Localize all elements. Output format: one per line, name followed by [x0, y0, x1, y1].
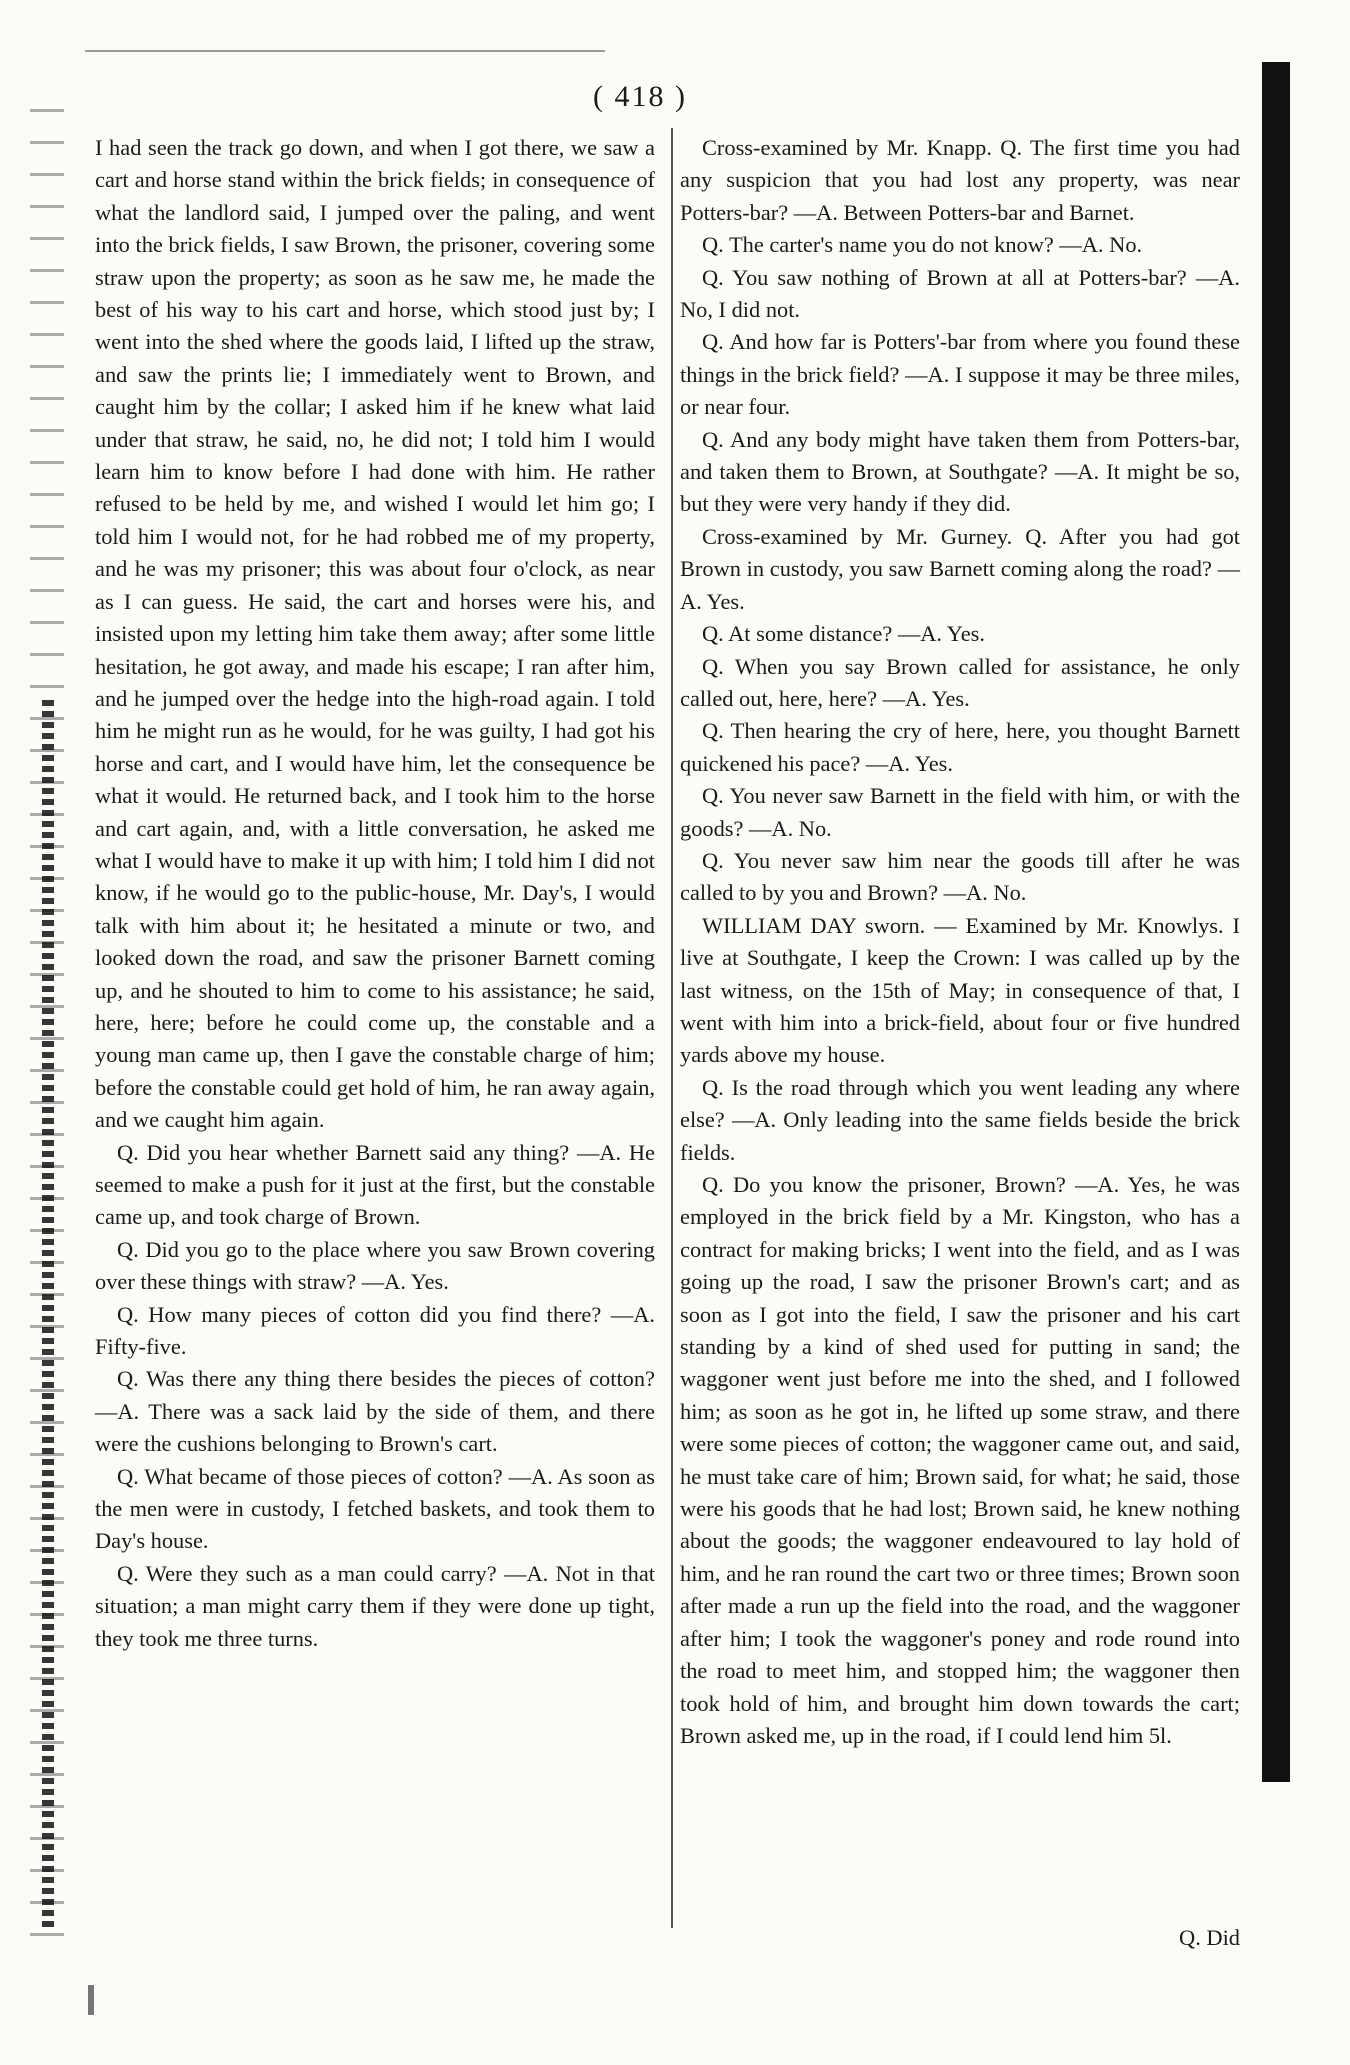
margin-mark	[88, 1985, 94, 2015]
page-number: ( 418 )	[593, 80, 687, 113]
paragraph: I had seen the track go down, and when I got there, we saw a cart and horse stand within the brick fields; in consequence of what the landlord said, I jumped over the paling, and went into the brick fields, I saw Brown, the prisoner, covering some straw upon the property; as soon as he saw me, he made the best of his way to his cart and horse, which stood just by; I went into the shed where the goods laid, I lifted up the straw, and saw the prints lie; I immediately went to Brown, and caught him by the collar; I asked him if he knew what laid under that straw, he said, no, he did not; I told him I would learn him to know before I had done with him. He rather refused to be held by me, and wished I would let him go; I told him I would not, for he had robbed me of my property, and he was my prisoner; this was about four o'clock, as near as I can guess. He said, the cart and horses were his, and insisted upon my letting him take them away; after some little hesitation, he got away, and made his escape; I ran after him, and he jumped over the hedge into the high-road again. I told him he might run as he would, for he was guilty, I had got his horse and cart, and I would have him, let the consequence be what it would. He returned back, and I took him to the horse and cart again, and, with a little conversation, he asked me what I would have to make it up with him; I told him I did not know, if he would go to the public-house, Mr. Day's, I would talk with him about it; he hesitated a minute or two, and looked down the road, and saw the prisoner Barnett coming up, and he shouted to him to come to his assistance; he said, here, here; before he could come up, the constable and a young man came up, then I gave the constable charge of him; before the constable could get hold of him, he ran away again, and we caught him again.	[95, 135, 655, 1133]
right-column	[680, 132, 1240, 1752]
paragraph: Q. And how far is Potters'-bar from where you found these things in the brick field? —A. I suppose it may be three miles, or near four.	[680, 329, 1240, 420]
paragraph: Q. Is the road through which you went leading any where else? —A. Only leading into the same fields beside the brick fields.	[680, 1074, 1240, 1165]
paragraph: Cross-examined by Mr. Knapp. Q. The first time you had any suspicion that you had lost any property, was near Potters-bar? —A. Between Potters-bar and Barnet.	[680, 135, 1240, 225]
paragraph: Q. The carter's name you do not know? —A. No.	[702, 232, 1143, 258]
paragraph: Q. You saw nothing of Brown at all at Potters-bar? —A. No, I did not.	[680, 264, 1240, 323]
column-divider	[671, 128, 673, 1928]
top-rule	[85, 50, 605, 52]
scan-edge-bar	[1262, 62, 1290, 1782]
paragraph: Q. Then hearing the cry of here, here, you thought Barnett quickened his pace? —A. Yes.	[680, 718, 1240, 776]
binding-edge-shadow	[42, 700, 54, 1930]
paragraph: Q. You never saw Barnett in the field with him, or with the goods? —A. No.	[680, 783, 1240, 841]
paragraph: Q. And any body might have taken them from Potters-bar, and taken them to Brown, at Southgate? —A. It might be so, but they were very handy if they did.	[680, 426, 1240, 517]
paragraph: Q. When you say Brown called for assistance, he only called out, here, here? —A. Yes.	[680, 653, 1240, 711]
paragraph: Q. What became of those pieces of cotton? —A. As soon as the men were in custody, I fetched baskets, and took them to Day's house.	[95, 1463, 655, 1554]
paragraph: Q. Do you know the prisoner, Brown? —A. Yes, he was employed in the brick field by a Mr. Kingston, who has a contract for making bricks; I went into the field, and as I was going up the road, I saw the prisoner Brown's cart; and as soon as I got into the field, I saw the prisoner and his cart standing by a kind of shed used for putting in sand; the waggoner went just before me into the shed, and I followed him; as soon as he got in, he lifted up some straw, and there were some pieces of cotton; the waggoner came out, and said, he must take care of him; Brown said, for what; he said, those were his goods that he had lost; Brown said, he knew nothing about the goods; the waggoner endeavoured to lay hold of him, and he ran round the cart two or three times; Brown soon after made a run up the field into the road, and the waggoner after him; I took the waggoner's poney and rode round into the road to meet him, and stopped him; the waggoner then took hold of him, and brought him down towards the cart; Brown asked me, up in the road, if I could lend him 5l.	[680, 1172, 1240, 1748]
paragraph: Q. Did you go to the place where you saw Brown covering over these things with straw? —A. Yes.	[95, 1236, 655, 1295]
paragraph: Q. Were they such as a man could carry? —A. Not in that situation; a man might carry them if they were done up tight, they took me three turns.	[95, 1560, 655, 1651]
paragraph: Q. You never saw him near the goods till after he was called to by you and Brown? —A. No.	[680, 847, 1240, 906]
catchword: Q. Did	[1179, 1925, 1240, 1950]
paragraph: Q. Was there any thing there besides the pieces of cotton? —A. There was a sack laid by the side of them, and there were the cushions belonging to Brown's cart.	[95, 1366, 655, 1457]
paragraph: Q. Did you hear whether Barnett said any thing? —A. He seemed to make a push for it just at the first, but the constable came up, and took charge of Brown.	[95, 1139, 655, 1230]
paragraph: Q. How many pieces of cotton did you find there? —A. Fifty-five.	[95, 1301, 655, 1360]
paragraph: Cross-examined by Mr. Gurney. Q. After you had got Brown in custody, you saw Barnett coming along the road? —A. Yes.	[680, 523, 1240, 614]
paragraph: WILLIAM DAY sworn. — Examined by Mr. Knowlys. I live at Southgate, I keep the Crown: I was called up by the last witness, on the 15th of May; in consequence of that, I went with him into a brick-field, about four or five hundred yards above my house.	[680, 912, 1240, 1068]
paragraph: Q. At some distance? —A. Yes.	[702, 621, 985, 647]
left-column	[95, 132, 655, 1655]
